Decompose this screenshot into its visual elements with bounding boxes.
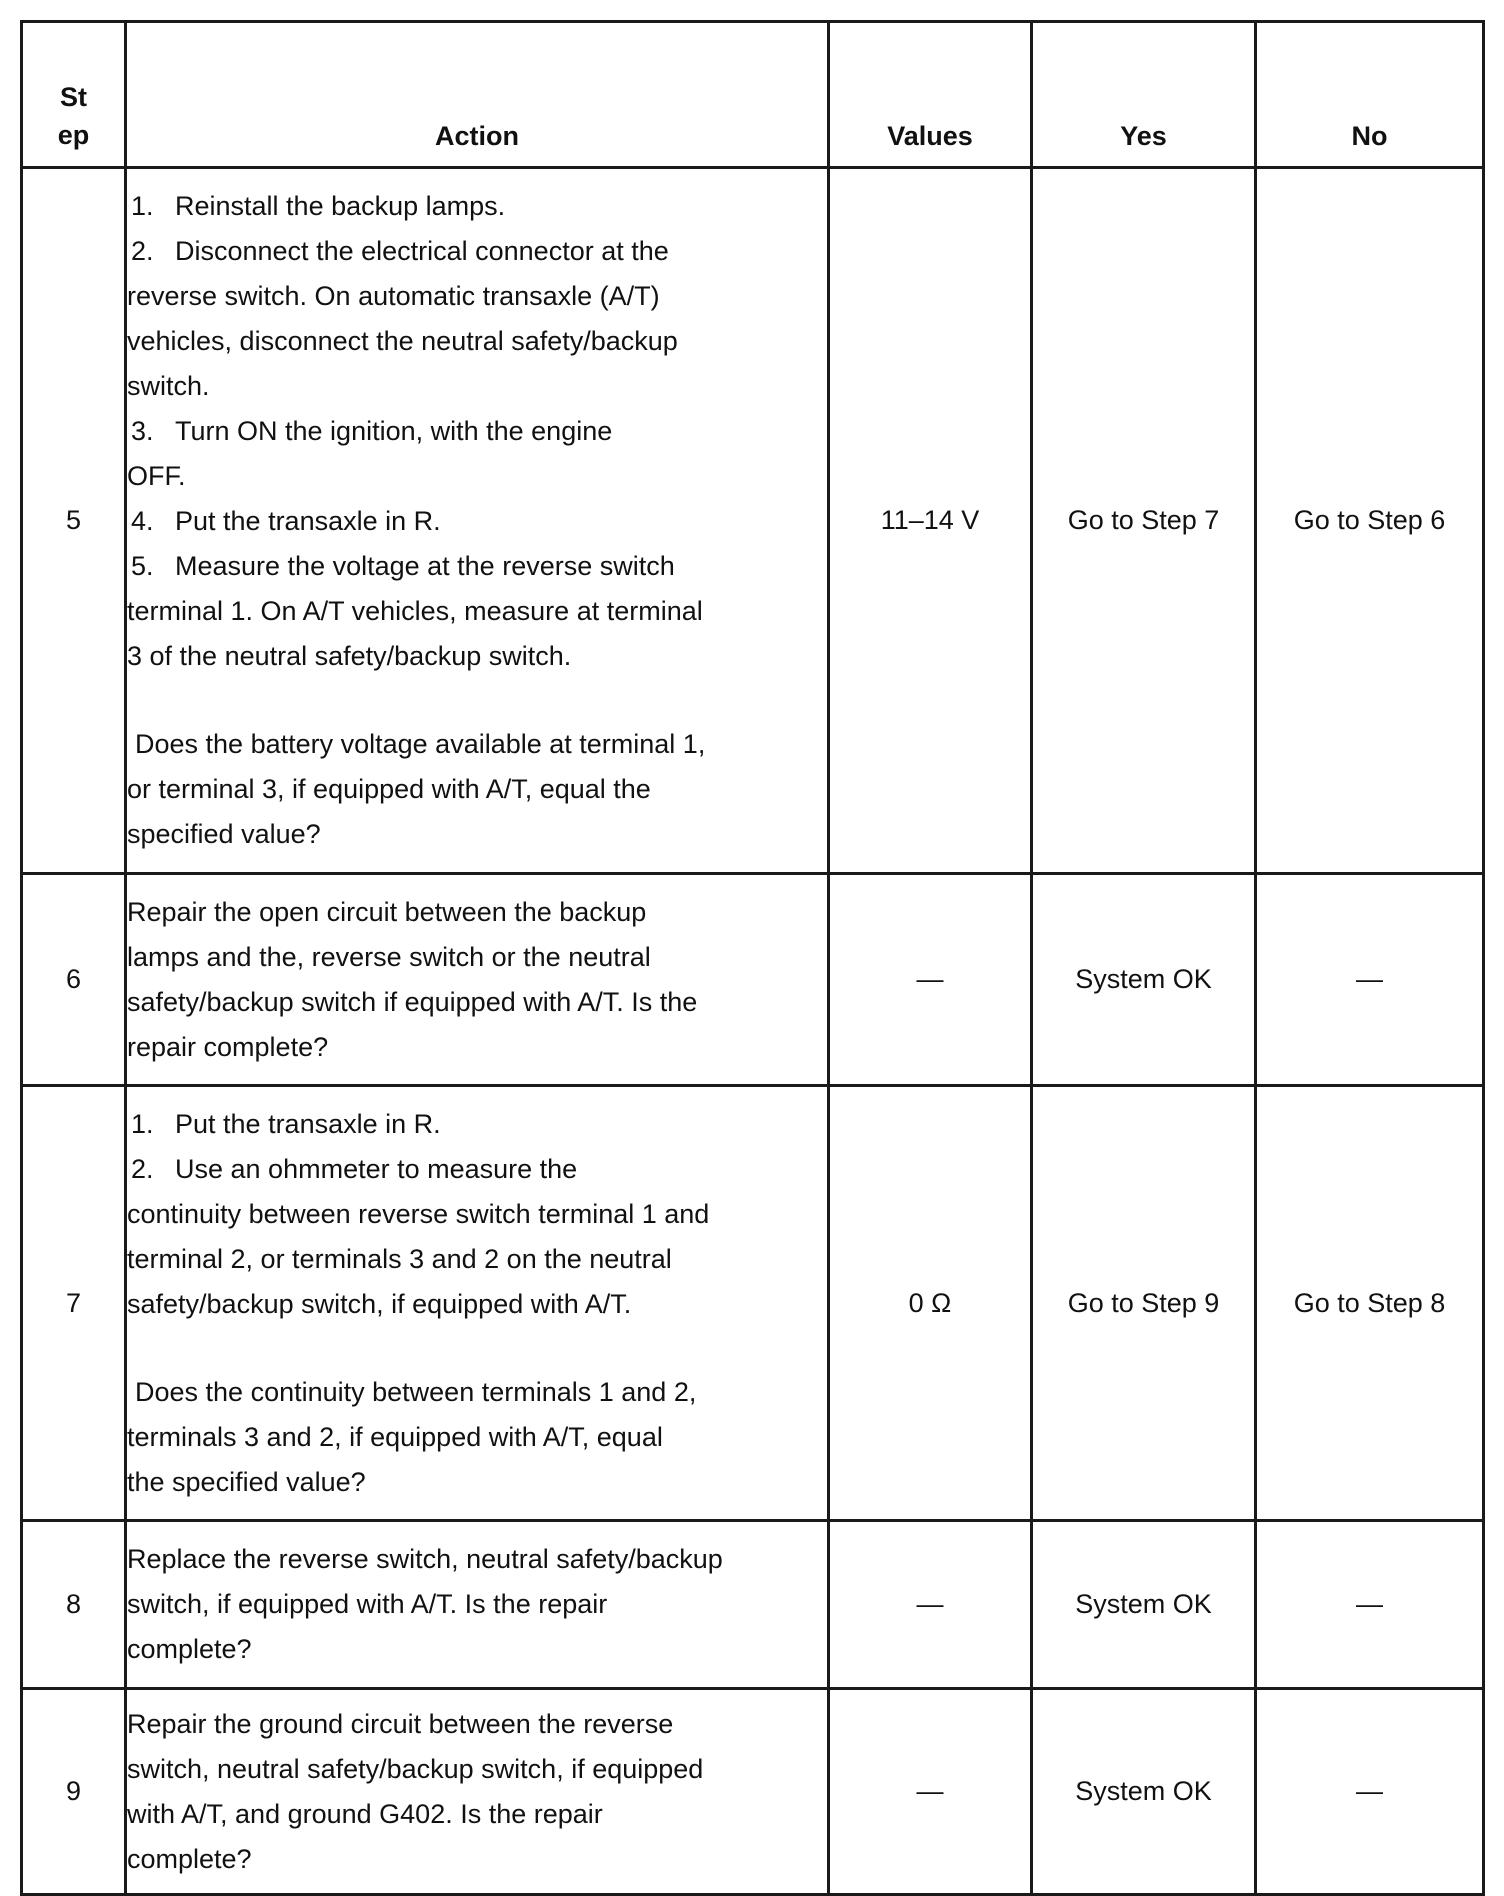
question-line: Does the continuity between terminals 1 and 2, <box>135 1376 697 1407</box>
yes-cell: System OK <box>1032 874 1256 1086</box>
value-cell: 0 Ω <box>829 1086 1032 1521</box>
action-line: terminal 1. On A/T vehicles, measure at terminal <box>127 596 703 626</box>
action-cell <box>126 168 829 874</box>
value-cell: — <box>829 1689 1032 1895</box>
header-row <box>22 22 1484 168</box>
action-line: 4. Put the transaxle in R. <box>131 506 441 536</box>
action-line: complete? <box>127 1843 252 1874</box>
step-number: 9 <box>22 1689 126 1895</box>
header-no: No <box>1256 22 1484 168</box>
action-line: terminal 2, or terminals 3 and 2 on the neutral <box>127 1243 672 1274</box>
action-line: 3 of the neutral safety/backup switch. <box>127 641 572 671</box>
action-cell <box>126 874 829 1086</box>
action-line: 5. Measure the voltage at the reverse switch <box>131 551 675 581</box>
action-line: 1. Put the transaxle in R. <box>131 1108 441 1139</box>
table-row-step-5 <box>22 168 1484 874</box>
action-line: with A/T, and ground G402. Is the repair <box>127 1798 603 1829</box>
action-line: 3. Turn ON the ignition, with the engine <box>131 416 613 446</box>
action-line: 2. Disconnect the electrical connector at the <box>131 236 669 266</box>
question-line: or terminal 3, if equipped with A/T, equal the <box>127 774 651 804</box>
step-number: 8 <box>22 1521 126 1689</box>
question-line: terminals 3 and 2, if equipped with A/T, equal <box>127 1421 663 1452</box>
value-cell: — <box>829 1521 1032 1689</box>
step-number: 5 <box>22 168 126 874</box>
yes-cell: Go to Step 7 <box>1032 168 1256 874</box>
action-line: continuity between reverse switch terminal 1 and <box>127 1198 710 1229</box>
action-line: switch. <box>127 371 210 401</box>
action-line: lamps and the, reverse switch or the neutral <box>127 941 651 972</box>
table-row-step-9 <box>22 1689 1484 1895</box>
header-yes: Yes <box>1032 22 1256 168</box>
header-step-line2: ep <box>57 120 90 150</box>
action-line: repair complete? <box>127 1031 329 1062</box>
action-cell <box>126 1521 829 1689</box>
step-number: 7 <box>22 1086 126 1521</box>
action-line: 1. Reinstall the backup lamps. <box>131 191 506 221</box>
action-line: Replace the reverse switch, neutral safety/backup <box>127 1544 723 1574</box>
action-line: safety/backup switch if equipped with A/T. Is the <box>127 986 698 1017</box>
action-line: Repair the open circuit between the backup <box>127 896 647 927</box>
value-cell: — <box>829 874 1032 1086</box>
action-line: complete? <box>127 1634 252 1664</box>
no-cell: — <box>1256 874 1484 1086</box>
action-line: safety/backup switch, if equipped with A/T. <box>127 1288 632 1319</box>
action-line: Repair the ground circuit between the reverse <box>127 1708 674 1739</box>
step-number: 6 <box>22 874 126 1086</box>
header-step <box>22 22 126 168</box>
question-line: Does the battery voltage available at terminal 1, <box>135 729 706 759</box>
header-values: Values <box>829 22 1032 168</box>
action-line: 2. Use an ohmmeter to measure the <box>131 1153 578 1184</box>
no-cell: Go to Step 6 <box>1256 168 1484 874</box>
header-step-line1: St <box>60 82 87 112</box>
no-cell: — <box>1256 1521 1484 1689</box>
value-cell: 11–14 V <box>829 168 1032 874</box>
action-line: switch, if equipped with A/T. Is the repair <box>127 1589 608 1619</box>
question-line: the specified value? <box>127 1466 366 1497</box>
yes-cell: Go to Step 9 <box>1032 1086 1256 1521</box>
table-row-step-6 <box>22 874 1484 1086</box>
action-line: switch, neutral safety/backup switch, if equipped <box>127 1753 704 1784</box>
table-row-step-7 <box>22 1086 1484 1521</box>
action-line: OFF. <box>127 461 186 491</box>
table-row-step-8 <box>22 1521 1484 1689</box>
yes-cell: System OK <box>1032 1689 1256 1895</box>
action-line: reverse switch. On automatic transaxle (A/T) <box>127 281 660 311</box>
no-cell: — <box>1256 1689 1484 1895</box>
action-cell <box>126 1086 829 1521</box>
action-line: vehicles, disconnect the neutral safety/backup <box>127 326 678 356</box>
no-cell: Go to Step 8 <box>1256 1086 1484 1521</box>
header-action: Action <box>126 22 829 168</box>
diagnostic-table <box>20 20 1485 1896</box>
yes-cell: System OK <box>1032 1521 1256 1689</box>
action-cell <box>126 1689 829 1895</box>
question-line: specified value? <box>127 819 321 849</box>
